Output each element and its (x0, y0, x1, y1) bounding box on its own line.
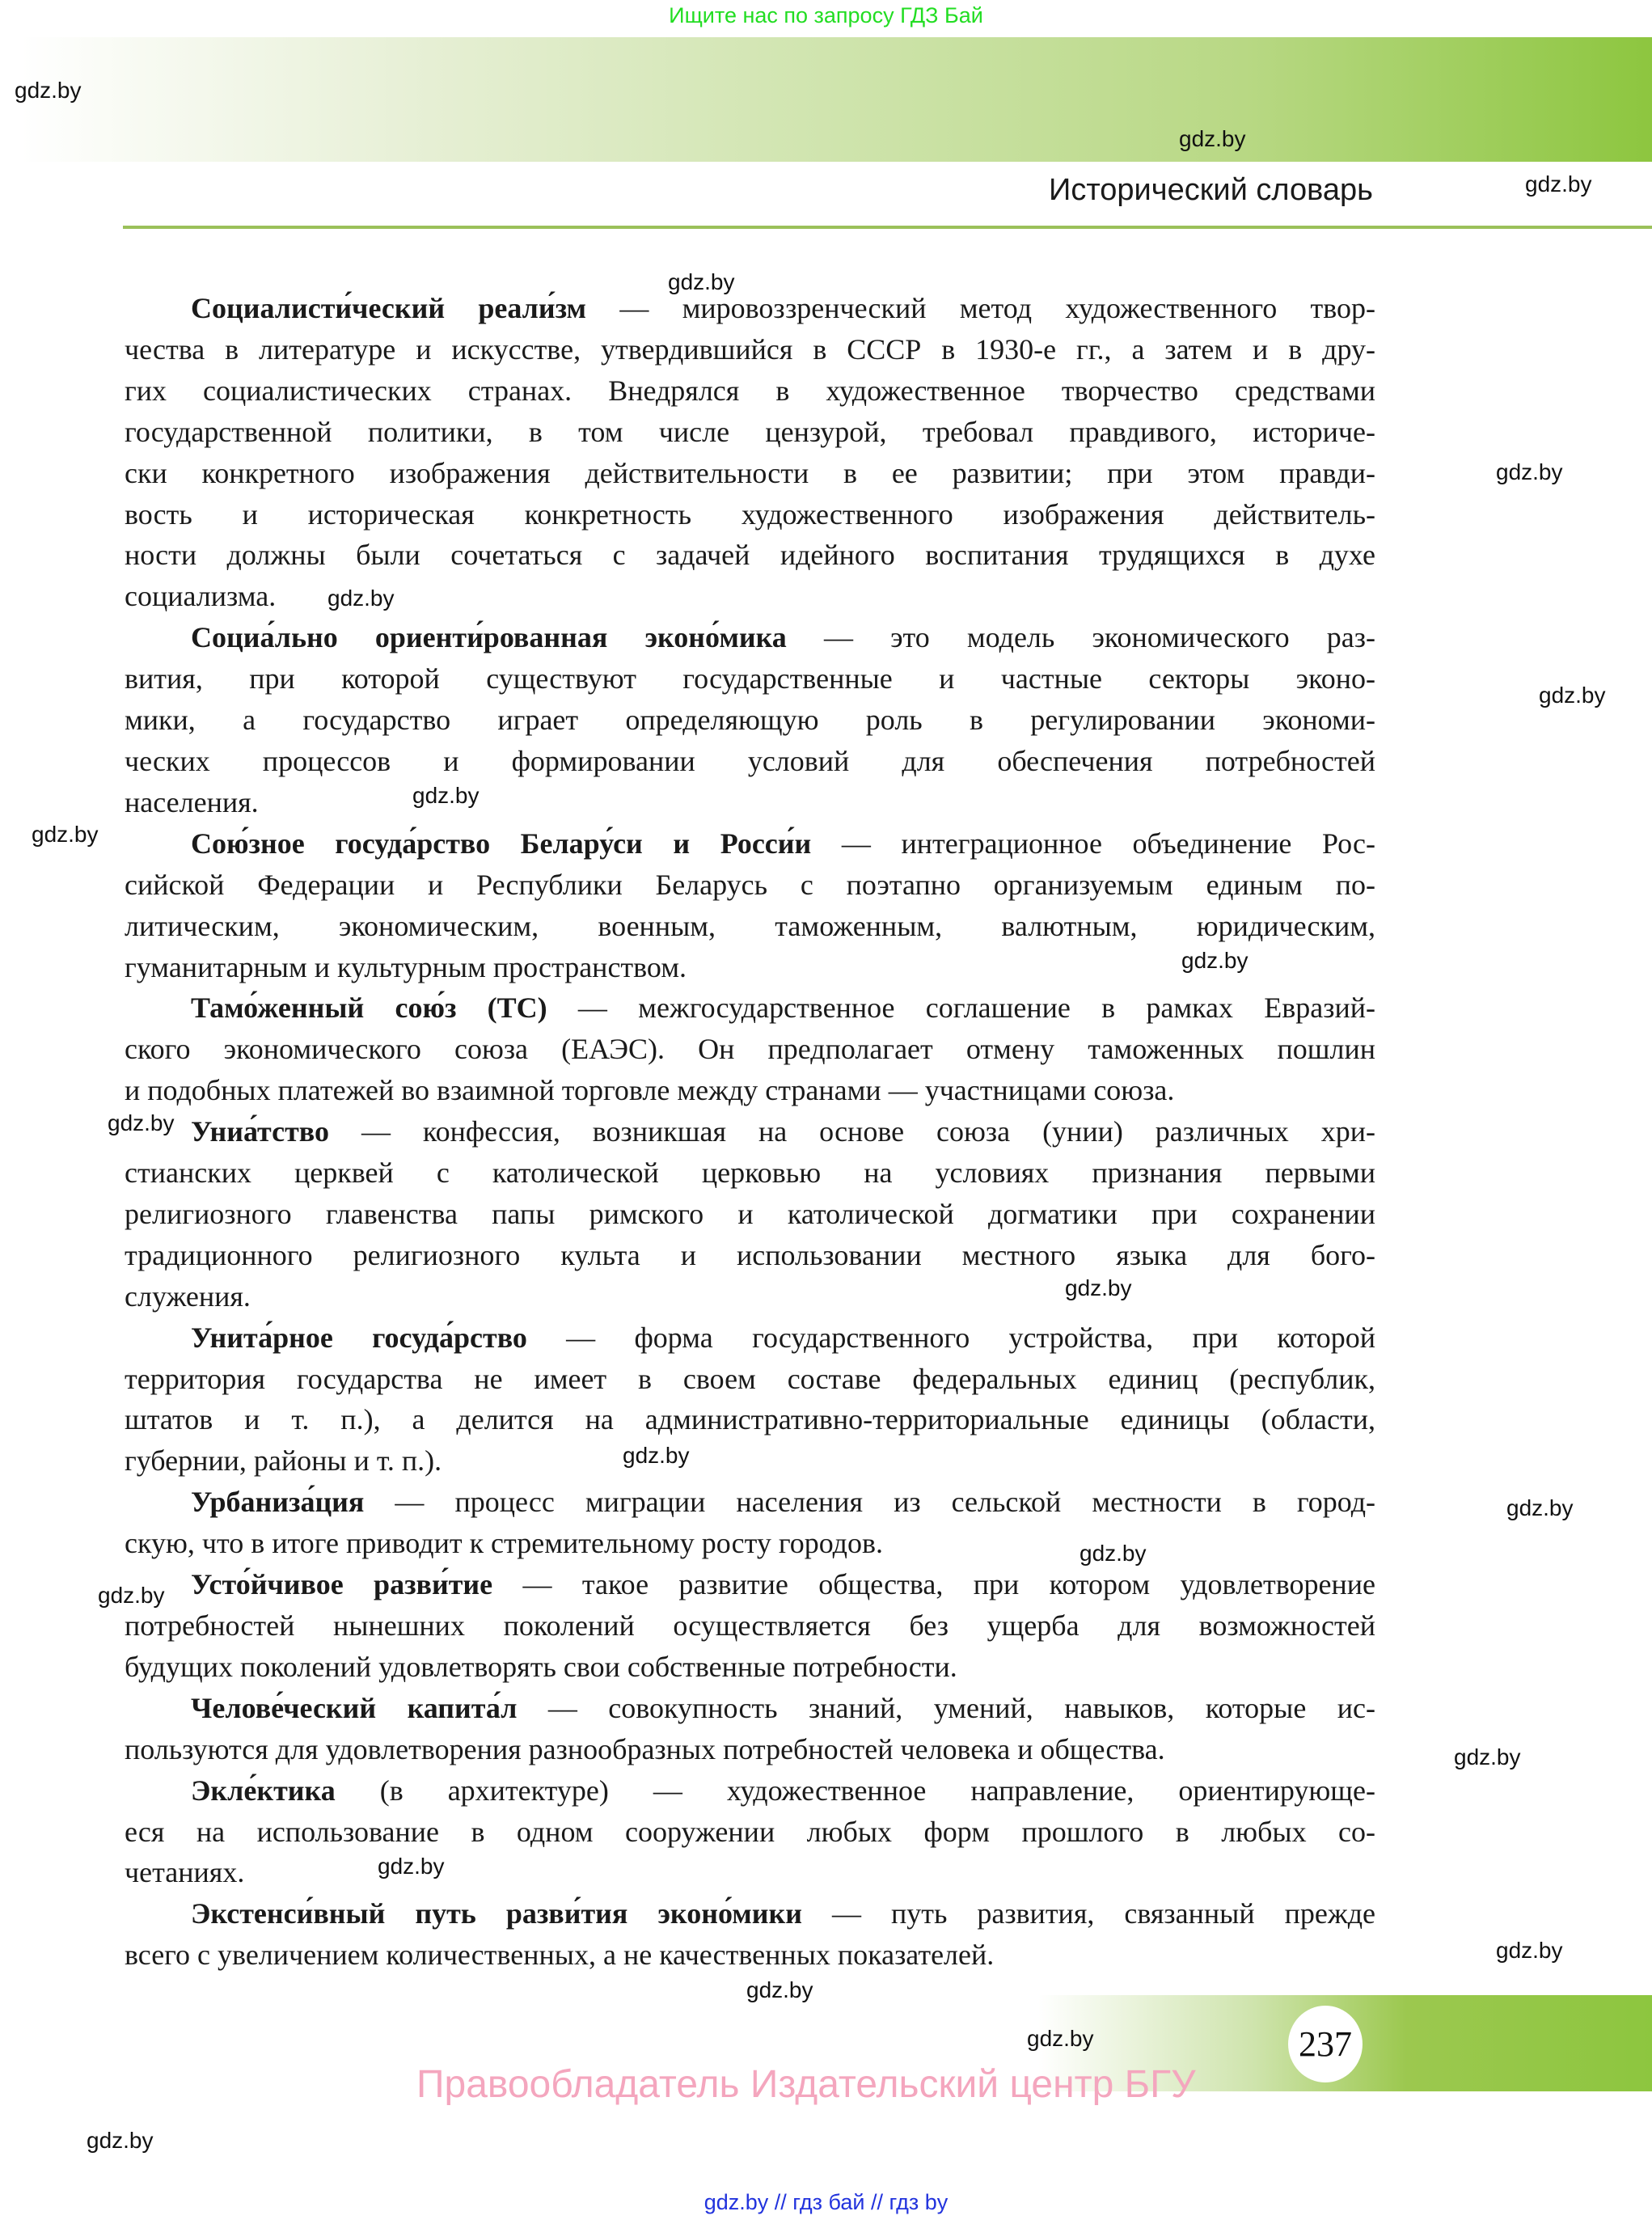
entry-term: Социа́льно ориенти́рованная эконо́мика (191, 621, 787, 654)
entry-line (125, 741, 1375, 782)
watermark: gdz.by (327, 586, 395, 611)
watermark: gdz.by (378, 1854, 445, 1879)
watermark: gdz.by (668, 269, 735, 294)
rights-holder-notice: Правообладатель Издательский центр БГУ (416, 2063, 1196, 2106)
entry-definition-text: вость и историческая конкретность художественного изображения действитель- (125, 497, 1375, 531)
entry-definition-text: ского экономического союза (ЕАЭС). Он предполагает отмену таможенных пошлин (125, 1033, 1375, 1066)
entry-term: Экстенси́вный путь разви́тия эконо́мики (191, 1897, 802, 1930)
entry-line (125, 1523, 1375, 1564)
entry-definition-text: литическим, экономическим, военным, таможенным, валютным, юридическим, (125, 909, 1375, 942)
entry-line (125, 617, 1375, 658)
glossary-entry (125, 1564, 1375, 1688)
entry-line (125, 453, 1375, 494)
glossary-entry (125, 288, 1375, 617)
entry-definition-text: служения. (125, 1279, 251, 1313)
page-number: 237 (1288, 2006, 1363, 2082)
entry-line (125, 1482, 1375, 1523)
watermark: gdz.by (1027, 2026, 1094, 2051)
watermark: gdz.by (1506, 1495, 1574, 1520)
glossary-entry (125, 1482, 1375, 1564)
watermark: gdz.by (15, 78, 82, 103)
entry-term: Урбаниза́ция (191, 1486, 365, 1519)
entry-line (125, 1852, 1375, 1893)
entry-definition-text: вития, при которой существуют государственные и частные секторы эконо- (125, 662, 1375, 696)
entry-line (125, 370, 1375, 412)
entry-line (125, 494, 1375, 535)
entry-definition-text: пользуются для удовлетворения разнообразных потребностей человека и общества. (125, 1732, 1165, 1765)
entry-definition-text: населения. (125, 785, 259, 818)
entry-definition-text: ческих процессов и формировании условий для обеспечения потребностей (125, 744, 1375, 777)
entry-line (125, 658, 1375, 700)
watermark: gdz.by (108, 1110, 175, 1135)
entry-line (125, 329, 1375, 370)
entry-line (125, 1029, 1375, 1070)
entry-definition-text: государственной политики, в том числе цензурой, требовал правдивого, историче- (125, 415, 1375, 448)
entry-line (125, 906, 1375, 947)
entry-definition-text: ности должны были сочетаться с задачей идейного воспитания трудящихся в духе (125, 539, 1375, 572)
entry-definition-text: потребностей нынешних поколений осуществляется без ущерба для возможностей (125, 1609, 1375, 1642)
entry-line (125, 1688, 1375, 1729)
entry-line (125, 1605, 1375, 1647)
watermark: gdz.by (1065, 1275, 1132, 1300)
entry-definition-text: и подобных платежей во взаимной торговле между странами — участницами союза. (125, 1074, 1175, 1107)
entry-line (125, 1399, 1375, 1440)
entry-line (125, 1647, 1375, 1688)
entry-line (125, 1893, 1375, 1934)
entry-definition-text: социализма. (125, 580, 277, 613)
watermark: gdz.by (1179, 126, 1246, 151)
entry-line (125, 535, 1375, 576)
entry-term: Униа́тство (191, 1115, 329, 1148)
entry-line (125, 1235, 1375, 1276)
glossary-entry (125, 1893, 1375, 1976)
entry-line (125, 1440, 1375, 1482)
watermark: gdz.by (87, 2128, 154, 2153)
entry-line (125, 1359, 1375, 1400)
search-hint-banner: Ищите нас по запросу ГДЗ Бай (669, 3, 983, 27)
entry-definition-text: религиозного главенства папы римского и католической догматики при сохранении (125, 1197, 1375, 1230)
entry-line (125, 1152, 1375, 1194)
entry-definition-text: территория государства не имеет в своем составе федеральных единиц (республик, (125, 1362, 1375, 1395)
watermark: gdz.by (412, 783, 480, 808)
entry-line (125, 700, 1375, 741)
entry-definition-text: — совокупность знаний, умений, навыков, которые ис- (517, 1691, 1376, 1724)
entry-line (125, 987, 1375, 1029)
entry-term: Экле́ктика (191, 1774, 336, 1807)
entry-line (125, 412, 1375, 453)
entry-line (125, 1194, 1375, 1235)
entry-term: Социалисти́ческий реали́зм (191, 292, 587, 324)
watermark: gdz.by (1454, 1744, 1521, 1769)
section-title: Исторический словарь (1049, 173, 1373, 207)
entry-line (125, 1770, 1375, 1812)
entry-definition-text: сийской Федерации и Республики Беларусь с поэтапно организуемым единым по- (125, 868, 1375, 901)
entry-definition-text: гуманитарным и культурным пространством. (125, 950, 687, 983)
entry-term: Тамо́женный сою́з (ТС) (191, 991, 547, 1025)
glossary-entry (125, 1317, 1375, 1482)
entry-definition-text: (в архитектуре) — художественное направление, ориентирующе- (335, 1774, 1375, 1807)
entry-line (125, 1111, 1375, 1152)
entry-term: Сою́зное госуда́рство Белару́си и Росси́и (191, 827, 812, 860)
watermark: gdz.by (1525, 171, 1592, 197)
entry-term: Унита́рное госуда́рство (191, 1321, 527, 1354)
entry-line (125, 1729, 1375, 1770)
entry-definition-text: — интеграционное объединение Рос- (811, 827, 1375, 860)
entry-definition-text: гих социалистических странах. Внедрялся в художественное творчество средствами (125, 374, 1375, 407)
entry-line (125, 1070, 1375, 1111)
entry-definition-text: — форма государственного устройства, при которой (526, 1321, 1375, 1354)
entry-line (125, 865, 1375, 906)
entry-definition-text: — конфессия, возникшая на основе союза (унии) различных хри- (329, 1115, 1375, 1148)
entry-definition-text: всего с увеличением количественных, а не качественных показателей. (125, 1939, 995, 1972)
entry-term: Усто́йчивое разви́тие (191, 1568, 493, 1601)
entry-definition-text: губернии, районы и т. п.). (125, 1444, 442, 1478)
entry-line (125, 1317, 1375, 1359)
entry-definition-text: чества в литературе и искусстве, утвердившийся в СССР в 1930-е гг., а затем и в дру- (125, 332, 1375, 366)
watermark: gdz.by (1496, 1938, 1563, 1963)
entry-definition-text: — путь развития, связанный прежде (802, 1897, 1375, 1930)
watermark: gdz.by (1539, 683, 1606, 708)
watermark: gdz.by (746, 1977, 813, 2002)
watermark: gdz.by (1080, 1541, 1147, 1566)
entry-line (125, 288, 1375, 329)
glossary-entry (125, 1111, 1375, 1317)
entry-line (125, 1812, 1375, 1853)
entry-definition-text: — межгосударственное соглашение в рамках Евразий- (547, 991, 1375, 1025)
glossary-body (125, 288, 1375, 1976)
glossary-entry (125, 1770, 1375, 1894)
entry-definition-text: — это модель экономического раз- (786, 621, 1375, 654)
footer-links[interactable]: gdz.by // гдз бай // гдз by (703, 2190, 949, 2214)
watermark: gdz.by (623, 1443, 690, 1468)
glossary-entry (125, 617, 1375, 823)
entry-definition-text: еся на использование в одном сооружении любых форм прошлого в любых со- (125, 1815, 1375, 1848)
entry-definition-text: традиционного религиозного культа и использовании местного языка для бого- (125, 1238, 1375, 1271)
header-gradient-band (21, 37, 1652, 162)
watermark: gdz.by (98, 1583, 165, 1608)
entry-definition-text: — такое развитие общества, при котором удовлетворение (492, 1568, 1375, 1601)
watermark: gdz.by (32, 822, 99, 847)
entry-definition-text: — мировоззренческий метод художественного твор- (586, 292, 1375, 324)
entry-term: Челове́ческий капита́л (191, 1691, 518, 1724)
entry-definition-text: стианских церквей с католической церковью на условиях признания первыми (125, 1156, 1375, 1190)
entry-line (125, 782, 1375, 823)
glossary-entry (125, 987, 1375, 1111)
entry-definition-text: мики, а государство играет определяющую роль в регулировании экономи- (125, 704, 1375, 737)
entry-definition-text: скую, что в итоге приводит к стремительному росту городов. (125, 1527, 883, 1560)
glossary-entry (125, 1688, 1375, 1770)
header-divider (123, 226, 1652, 229)
watermark: gdz.by (1181, 948, 1249, 973)
entry-definition-text: штатов и т. п.), а делится на административно-территориальные единицы (области, (125, 1403, 1375, 1436)
entry-line (125, 1934, 1375, 1976)
entry-line (125, 1276, 1375, 1317)
watermark: gdz.by (1496, 459, 1563, 484)
entry-definition-text: будущих поколений удовлетворять свои собственные потребности. (125, 1650, 957, 1683)
entry-line (125, 1564, 1375, 1605)
entry-definition-text: четаниях. (125, 1856, 245, 1889)
entry-definition-text: — процесс миграции населения из сельской местности в город- (364, 1486, 1375, 1519)
entry-definition-text: ски конкретного изображения действительности в ее развитии; при этом правди- (125, 456, 1375, 489)
entry-line (125, 823, 1375, 865)
entry-line (125, 576, 1375, 617)
